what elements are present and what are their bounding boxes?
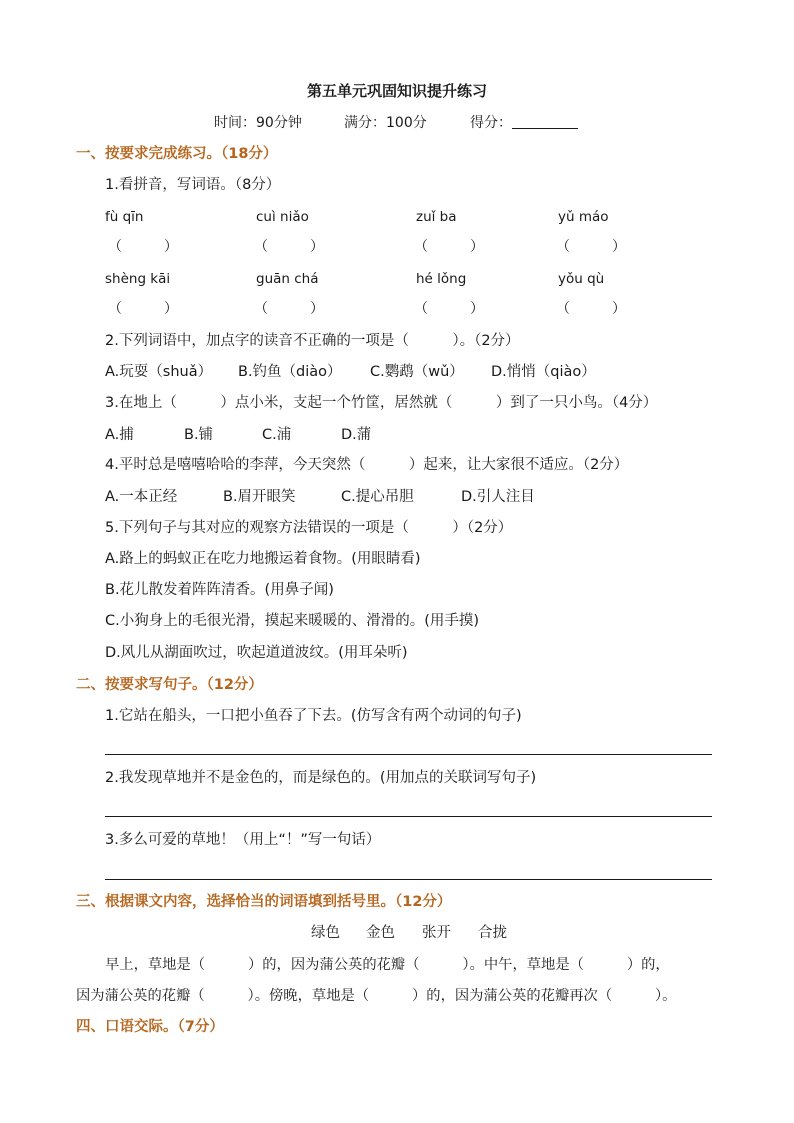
s2-q3-prompt: 3.多么可爱的草地！（用上“！”写一句话） [105,832,381,848]
pinyin-6: guān chá [256,271,319,287]
pinyin-2: cuì niǎo [256,209,309,225]
q4-option-b[interactable]: B.眉开眼笑 [223,489,296,505]
s2-q1-prompt: 1.它站在船头，一口把小鱼吞了下去。(仿写含有两个动词的句子) [105,708,522,724]
q2-prompt: 2.下列词语中，加点字的读音不正确的一项是（ ）。（2分） [105,333,520,349]
answer-blank[interactable]: （ ） [108,301,178,317]
word-bank-item: 金色 [366,925,395,941]
section-2-heading: 二、按要求写句子。（12分） [76,677,263,693]
page-title: 第五单元巩固知识提升练习 [306,82,487,100]
word-bank-item: 张开 [422,925,451,941]
q2-option-d[interactable]: D.悄悄（qiào） [491,364,596,380]
answer-blank[interactable]: （ ） [254,239,324,255]
answer-blank[interactable]: （ ） [556,239,626,255]
q3-prompt: 3.在地上（ ）点小米，支起一个竹筐，居然就（ ）到了一只小鸟。（4分） [105,395,658,411]
q3-option-c[interactable]: C.浦 [262,427,292,443]
q1-prompt: 1.看拼音，写词语。（8分） [105,177,281,193]
q5-option-b[interactable]: B.花儿散发着阵阵清香。(用鼻子闻) [105,582,334,598]
q2-option-c[interactable]: C.鹦鹉（wǔ） [370,364,464,380]
q4-prompt: 4.平时总是嘻嘻哈哈的李萍，今天突然（ ）起来，让大家很不适应。（2分） [105,457,629,473]
s3-passage-line-1: 早上，草地是（ ）的，因为蒲公英的花瓣（ ）。中午，草地是（ ）的， [105,957,670,973]
q3-option-a[interactable]: A.捕 [105,427,134,443]
pinyin-8: yǒu qù [558,271,605,287]
q4-option-c[interactable]: C.提心吊胆 [341,489,414,505]
answer-blank[interactable]: （ ） [414,239,484,255]
section-4-heading: 四、口语交际。（7分） [76,1019,224,1035]
section-1-heading: 一、按要求完成练习。（18分） [76,146,278,162]
q5-option-a[interactable]: A.路上的蚂蚁正在吃力地搬运着食物。(用眼睛看) [105,551,421,567]
pinyin-3: zuǐ ba [416,209,457,225]
q4-option-d[interactable]: D.引人注目 [461,489,535,505]
section-3-heading: 三、根据课文内容，选择恰当的词语填到括号里。（12分） [76,894,452,910]
q5-option-c[interactable]: C.小狗身上的毛很光滑，摸起来暖暖的、滑滑的。(用手摸) [105,613,480,629]
word-bank-item: 绿色 [311,925,340,941]
q2-option-b[interactable]: B.钓鱼（diào） [238,364,342,380]
answer-line[interactable] [105,754,712,755]
score-field[interactable] [470,113,578,133]
pinyin-5: shèng kāi [105,271,171,287]
pinyin-1: fù qīn [105,209,144,225]
answer-blank[interactable]: （ ） [556,301,626,317]
answer-blank[interactable]: （ ） [108,239,178,255]
q2-option-a[interactable]: A.玩耍（shuǎ） [105,364,213,380]
q3-option-b[interactable]: B.铺 [184,427,214,443]
answer-line[interactable] [105,816,712,817]
pinyin-7: hé lǒng [416,271,467,287]
time-label: 时间：90分钟 [214,115,302,131]
answer-line[interactable] [105,879,712,880]
answer-blank[interactable]: （ ） [414,301,484,317]
full-score-label: 满分：100分 [344,115,427,131]
pinyin-4: yǔ máo [558,209,609,225]
q5-prompt: 5.下列句子与其对应的观察方法错误的一项是（ ）（2分） [105,520,513,536]
score-label: 得分： [470,115,512,131]
answer-blank[interactable]: （ ） [254,301,324,317]
s3-passage-line-2: 因为蒲公英的花瓣（ ）。傍晚，草地是（ ）的，因为蒲公英的花瓣再次（ ）。 [76,988,677,1004]
s2-q2-prompt: 2.我发现草地并不是金色的，而是绿色的。(用加点的关联词写句子) [105,770,537,786]
q4-option-a[interactable]: A.一本正经 [105,489,178,505]
score-blank[interactable] [512,114,578,129]
word-bank-item: 合拢 [478,925,507,941]
q5-option-d[interactable]: D.风儿从湖面吹过，吹起道道波纹。(用耳朵听) [105,645,408,661]
q3-option-d[interactable]: D.蒲 [341,427,372,443]
